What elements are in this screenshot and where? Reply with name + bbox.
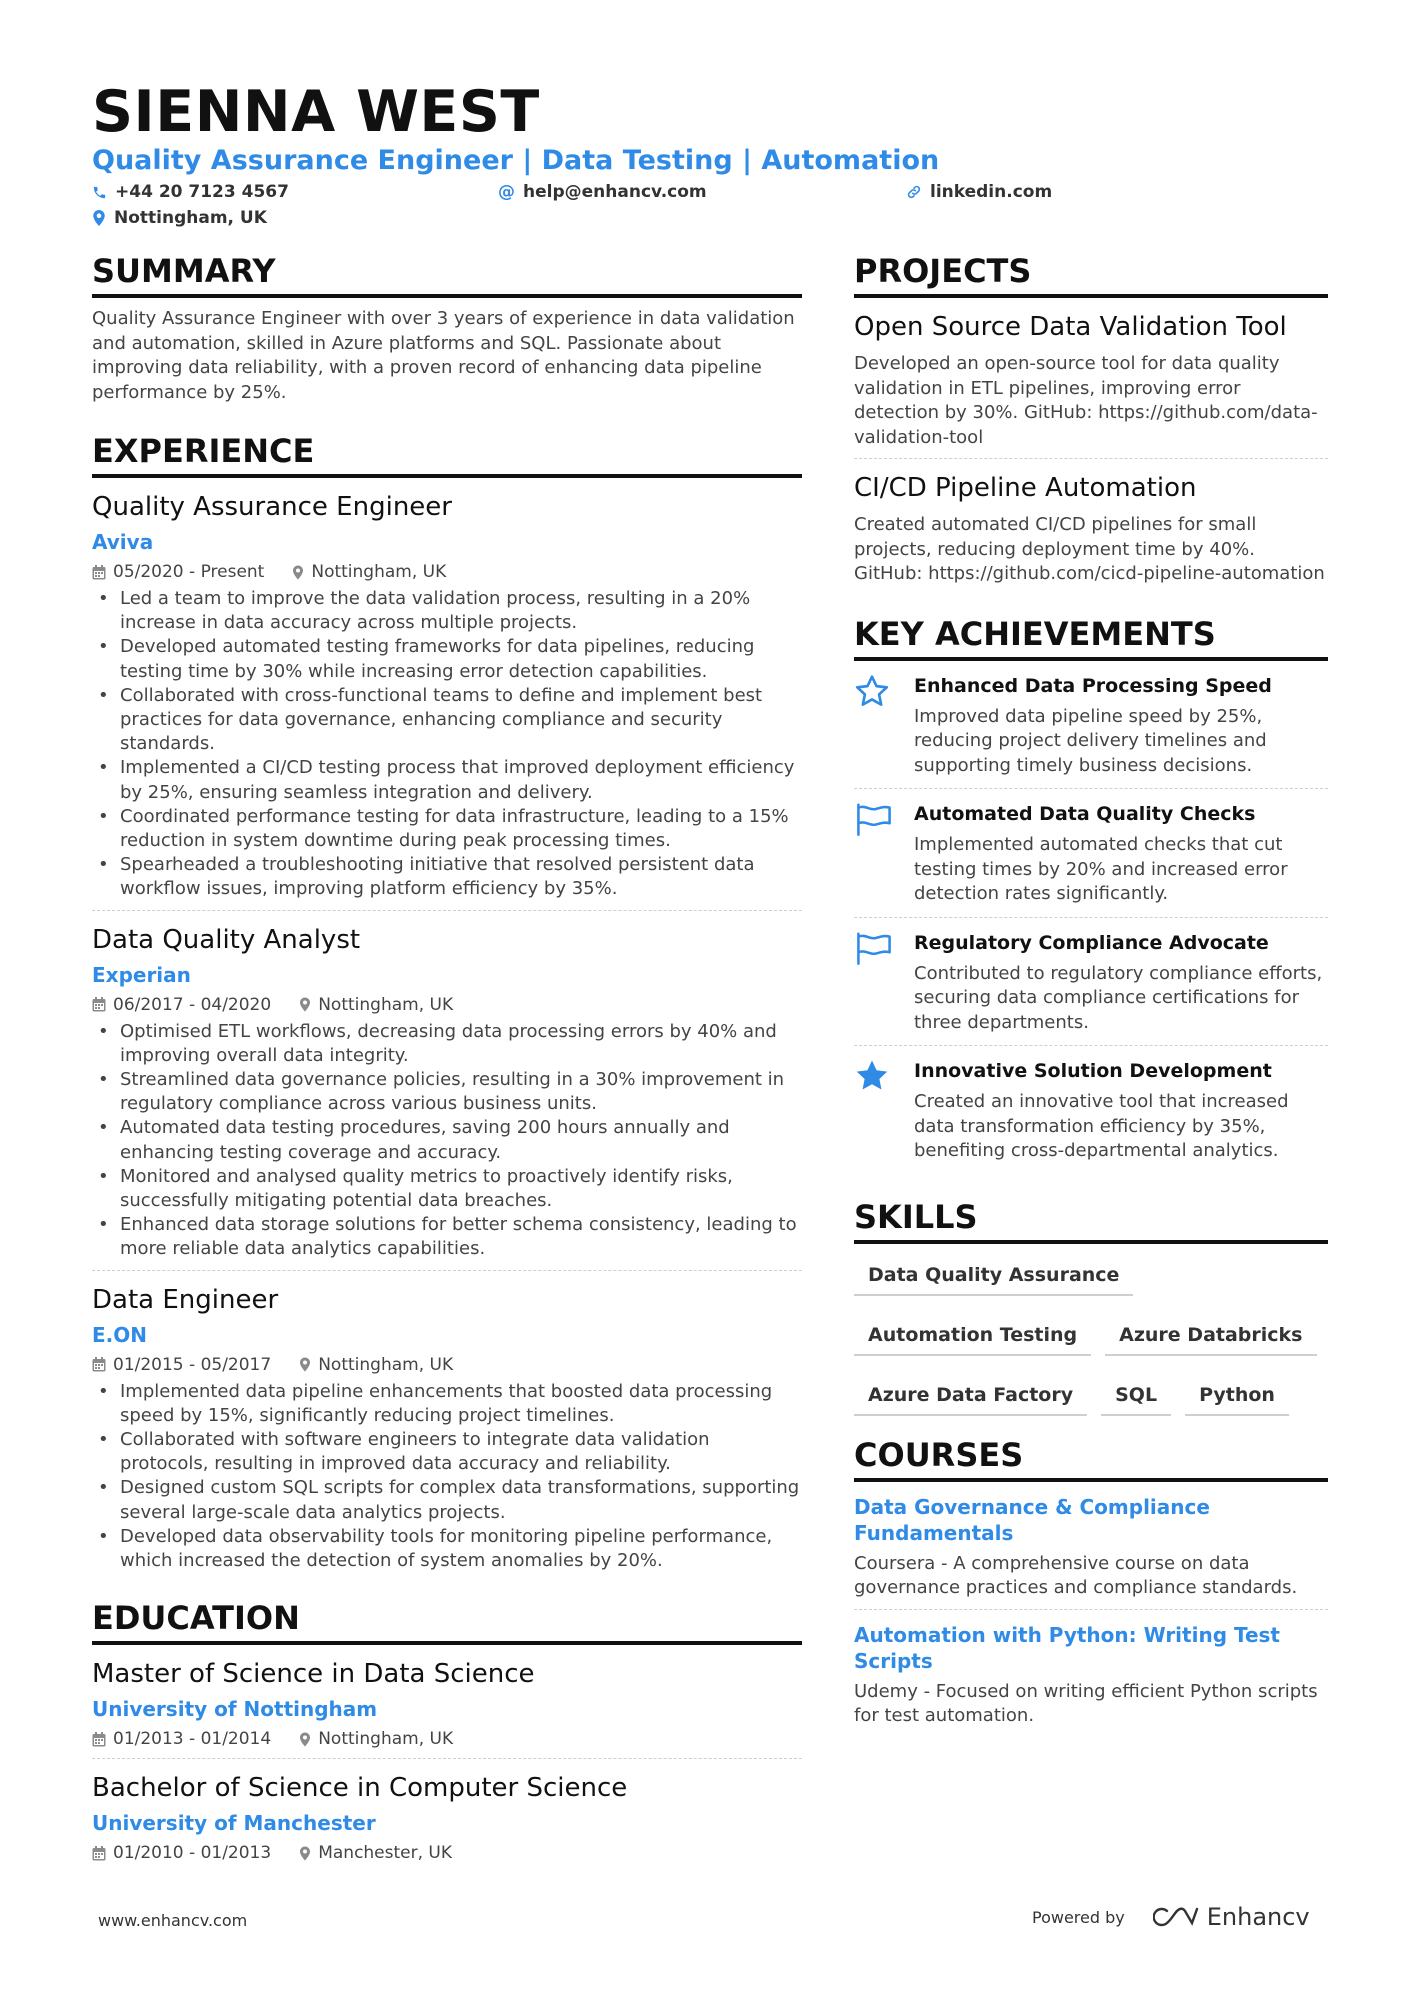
- course-description: Udemy - Focused on writing efficient Python scripts for test automation.: [854, 1680, 1318, 1726]
- at-icon: @: [498, 182, 515, 202]
- skill-tag: Azure Databricks: [1105, 1314, 1316, 1356]
- bullet-item: • Developed automated testing frameworks for data pipelines, reducing testing time by 30% while increasing error detection capabilities.: [92, 635, 802, 683]
- bullet-item: • Collaborated with cross-functional teams to define and implement best practices for data governance, enhancing compliance and security standards.: [92, 684, 802, 757]
- achievement-title: Innovative Solution Development: [914, 1060, 1272, 1082]
- achievement-description: Improved data pipeline speed by 25%, reducing project delivery timelines and supporting timely business decisions.: [914, 705, 1267, 776]
- contact-email[interactable]: [498, 181, 707, 203]
- education-dates: 01/2010 - 01/2013: [113, 1843, 272, 1864]
- email-link[interactable]: help@enhancv.com: [523, 182, 707, 202]
- company-name: Aviva: [92, 530, 154, 554]
- section-title-education: EDUCATION: [92, 1597, 802, 1645]
- job-location: Nottingham, UK: [318, 1354, 454, 1375]
- section-title-courses: COURSES: [854, 1434, 1328, 1482]
- enhancv-logo-icon: [1153, 1905, 1199, 1929]
- achievement-entry: [854, 918, 1328, 1047]
- job-entry: [92, 1283, 802, 1574]
- job-bullets: [92, 1380, 802, 1574]
- job-dates: 06/2017 - 04/2020: [113, 994, 272, 1015]
- job-meta: [92, 1354, 802, 1376]
- school-name: University of Nottingham: [92, 1697, 378, 1722]
- company-name: E.ON: [92, 1322, 147, 1347]
- section-title-key-achievements: KEY ACHIEVEMENTS: [854, 613, 1328, 661]
- company-name: Experian: [92, 962, 191, 987]
- achievement-description: Created an innovative tool that increased data transformation efficiency by 35%, benefiting cross-departmental analytics.: [914, 1091, 1289, 1161]
- project-title: Open Source Data Validation Tool: [854, 312, 1287, 342]
- job-meta: [92, 561, 802, 583]
- calendar-icon: [92, 1846, 106, 1861]
- course-title: Automation with Python: Writing Test Scripts: [854, 1622, 1280, 1673]
- project-entry: [854, 471, 1328, 587]
- star-outline-icon: [854, 674, 890, 708]
- education-meta: [92, 1842, 802, 1864]
- course-title: Data Governance & Compliance Fundamentals: [854, 1494, 1210, 1545]
- contact-phone: [92, 181, 289, 203]
- location-text: Nottingham, UK: [114, 208, 267, 228]
- projects-section: [854, 250, 1328, 587]
- location-pin-icon: [299, 1732, 311, 1747]
- skill-tag: Azure Data Factory: [854, 1374, 1087, 1416]
- project-description: Created automated CI/CD pipelines for small projects, reducing deployment time by 40%. GitHub: https://github.com/cicd-pipeline-automation: [854, 514, 1325, 584]
- powered-by-label: Powered by: [1032, 1907, 1125, 1927]
- job-entry: [92, 923, 802, 1271]
- enhancv-logo[interactable]: [1153, 1903, 1310, 1931]
- achievement-title: Enhanced Data Processing Speed: [914, 674, 1272, 697]
- right-column: [854, 250, 1328, 1729]
- achievement-title: Automated Data Quality Checks: [914, 803, 1256, 825]
- bullet-item: • Led a team to improve the data validation process, resulting in a 20% increase in data accuracy across multiple projects.: [92, 587, 802, 635]
- linkedin-link[interactable]: linkedin.com: [930, 182, 1053, 202]
- education-entry: [92, 1657, 802, 1759]
- flag-icon: [854, 802, 894, 836]
- courses-section: [854, 1434, 1328, 1729]
- calendar-icon: [92, 565, 106, 580]
- skill-tag: Data Quality Assurance: [854, 1254, 1133, 1296]
- contact-location: [92, 207, 267, 229]
- education-dates: 01/2013 - 01/2014: [113, 1729, 272, 1750]
- brand-name: Enhancv: [1206, 1903, 1310, 1931]
- summary-text: Quality Assurance Engineer with over 3 years of experience in data validation and automation, skilled in Azure platforms and SQL. Passionate about improving data reliability, with a proven record of enhancing data pipeline performance by 25%.: [92, 308, 795, 403]
- skills-list: [854, 1254, 1328, 1416]
- footer-website-link[interactable]: www.enhancv.com: [98, 1911, 248, 1930]
- achievement-title: Regulatory Compliance Advocate: [914, 931, 1269, 954]
- project-entry: [854, 310, 1328, 459]
- section-title-projects: PROJECTS: [854, 250, 1328, 298]
- phone-number: +44 20 7123 4567: [115, 182, 289, 202]
- achievement-description: Contributed to regulatory compliance efforts, securing data compliance certifications for three departments.: [914, 962, 1323, 1033]
- section-title-summary: SUMMARY: [92, 250, 802, 298]
- experience-section: [92, 430, 802, 1573]
- project-description: Developed an open-source tool for data quality validation in ETL pipelines, improving error detection by 30%. GitHub: https://github.com/data-validation-tool: [854, 353, 1318, 448]
- achievement-description: Implemented automated checks that cut testing times by 20% and increased error detection rates significantly.: [914, 834, 1288, 904]
- job-entry: [92, 490, 802, 911]
- section-title-experience: EXPERIENCE: [92, 430, 802, 478]
- summary-section: [92, 250, 802, 405]
- bullet-item: • Developed data observability tools for monitoring pipeline performance, which increased the detection of system anomalies by 20%.: [92, 1525, 802, 1573]
- education-location: Manchester, UK: [318, 1843, 453, 1864]
- achievement-entry: [854, 661, 1328, 790]
- job-location: Nottingham, UK: [318, 994, 454, 1015]
- bullet-item: • Optimised ETL workflows, decreasing data processing errors by 40% and improving overall data integrity.: [92, 1020, 802, 1068]
- education-entry: [92, 1771, 802, 1864]
- phone-icon: [92, 185, 107, 200]
- school-name: University of Manchester: [92, 1811, 376, 1836]
- job-meta: [92, 994, 802, 1016]
- job-title: Data Engineer: [92, 1284, 279, 1315]
- job-title: Data Quality Analyst: [92, 924, 361, 955]
- job-bullets: [92, 1020, 802, 1262]
- section-title-skills: SKILLS: [854, 1196, 1328, 1244]
- bullet-item: • Monitored and analysed quality metrics to proactively identify risks, successfully mitigating potential data breaches.: [92, 1165, 802, 1213]
- location-pin-icon: [299, 1846, 311, 1861]
- course-entry: [854, 1610, 1328, 1729]
- education-section: [92, 1597, 802, 1864]
- skills-section: [854, 1196, 1328, 1416]
- bullet-item: • Automated data testing procedures, saving 200 hours annually and enhancing testing coverage and accuracy.: [92, 1116, 802, 1164]
- contact-linkedin[interactable]: [906, 181, 1052, 203]
- left-column: [92, 250, 802, 1864]
- job-dates: 05/2020 - Present: [113, 562, 265, 582]
- course-description: Coursera - A comprehensive course on data governance practices and compliance standards.: [854, 1552, 1298, 1598]
- job-location: Nottingham, UK: [311, 562, 447, 582]
- bullet-item: • Implemented a CI/CD testing process that improved deployment efficiency by 25%, ensuring seamless integration and delivery.: [92, 756, 802, 804]
- location-pin-icon: [299, 1357, 311, 1372]
- bullet-item: • Coordinated performance testing for data infrastructure, leading to a 15% reduction in system downtime during peak processing times.: [92, 805, 802, 853]
- skill-tag: Python: [1185, 1374, 1289, 1416]
- bullet-item: • Designed custom SQL scripts for complex data transformations, supporting several large-scale data analytics projects.: [92, 1476, 802, 1524]
- bullet-item: • Spearheaded a troubleshooting initiative that resolved persistent data workflow issues, improving platform efficiency by 35%.: [92, 853, 802, 901]
- achievements-section: [854, 613, 1328, 1174]
- flag-icon: [854, 931, 894, 965]
- calendar-icon: [92, 997, 106, 1012]
- achievement-entry: [854, 1046, 1328, 1174]
- bullet-item: • Enhanced data storage solutions for better schema consistency, leading to more reliable data analytics capabilities.: [92, 1213, 802, 1261]
- job-dates: 01/2015 - 05/2017: [113, 1354, 272, 1375]
- bullet-item: • Streamlined data governance policies, resulting in a 30% improvement in regulatory compliance across various business units.: [92, 1068, 802, 1116]
- candidate-name: SIENNA WEST: [92, 79, 540, 145]
- education-location: Nottingham, UK: [318, 1729, 454, 1750]
- calendar-icon: [92, 1732, 106, 1747]
- achievement-entry: [854, 789, 1328, 918]
- job-title: Quality Assurance Engineer: [92, 492, 452, 522]
- link-icon: [906, 184, 922, 200]
- location-pin-icon: [92, 210, 106, 226]
- job-bullets: [92, 587, 802, 902]
- footer-branding: [1032, 1903, 1310, 1931]
- skill-tag: SQL: [1101, 1374, 1171, 1416]
- degree-title: Master of Science in Data Science: [92, 1659, 535, 1690]
- course-entry: [854, 1482, 1328, 1610]
- location-pin-icon: [299, 997, 311, 1012]
- star-filled-icon: [854, 1059, 890, 1093]
- location-pin-icon: [292, 565, 304, 580]
- bullet-item: • Collaborated with software engineers to integrate data validation protocols, resulting in improved data accuracy and reliability.: [92, 1428, 802, 1476]
- project-title: CI/CD Pipeline Automation: [854, 473, 1197, 503]
- calendar-icon: [92, 1357, 106, 1372]
- degree-title: Bachelor of Science in Computer Science: [92, 1773, 628, 1804]
- bullet-item: • Implemented data pipeline enhancements that boosted data processing speed by 15%, significantly reducing project timelines.: [92, 1380, 802, 1428]
- skill-tag: Automation Testing: [854, 1314, 1091, 1356]
- education-meta: [92, 1728, 802, 1750]
- headline: Quality Assurance Engineer | Data Testing | Automation: [92, 145, 940, 176]
